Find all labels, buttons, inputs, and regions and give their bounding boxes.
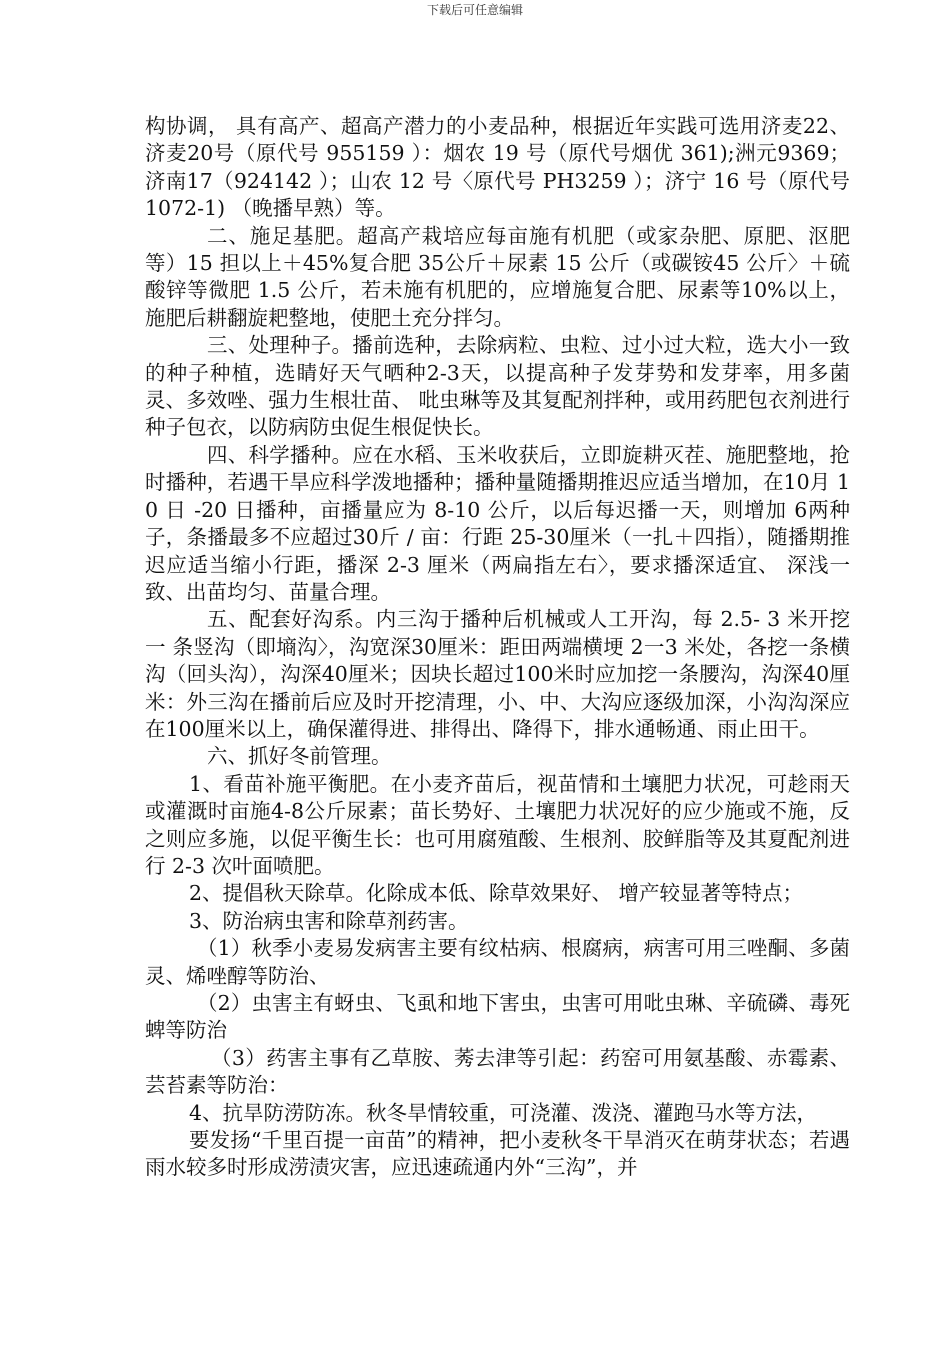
paragraph-ditch-system: 五、配套好沟系。内三沟于播种后机械或人工开沟，每 2.5- 3 米开挖一 条竖沟（即墒沟〉，沟宽深30厘米：距田两端横埂 2一3 米处，各挖一条横 沟（回头沟），沟深40厘米；因块长超过100米时应加挖一条腰沟，沟深40厘米：外三沟在播前后应及时开挖清理，小、中、大沟应逐级加深，小沟沟深应在100厘米以上，确保灌得进、排得出、降得下，排水通畅通、雨止田干。 (145, 607, 850, 741)
document-body (145, 113, 850, 1182)
paragraph-base-fertilizer: 二、施足基肥。超高产栽培应每亩施有机肥（或家杂肥、原肥、沤肥等）15 担以上＋45%复合肥 35公斤＋尿素 15 公斤（或碳铵45 公斤〉＋硫酸锌等微肥 1.5 公斤，若未施有机肥的，应增施复合肥、尿素等10%以上，施肥后耕翻旋耙整地，使肥土充分拌匀。 (145, 223, 850, 330)
paragraph-balanced-fertilizer: 1、看苗补施平衡肥。在小麦齐苗后，视苗情和土壤肥力状况，可趁雨天或灌溉时亩施4-8公斤尿素；苗长势好、土壤肥力状况好的应少施或不施，反之则应多施，以促平衡生长：也可用腐殖酸、生根剂、胶鲜脂等及其夏配剂进行 2-3 次叶面喷肥。 (145, 771, 850, 878)
heading-winter-management: 六、抓好冬前管理。 (207, 744, 392, 769)
page-header: 下载后可任意编辑 (426, 3, 523, 17)
paragraph-pest-control: 3、防治病虫害和除草剂药害。 (189, 908, 469, 933)
paragraph-seed-treatment: 三、处理种子。播前选种，去除病粒、虫粒、过小过大粒，选大小一致的种子种植，选睛好天气晒种2-3天，以提高种子发芽势和发芽率，用多菌灵、多效唑、强力生根壮苗、 吡虫琳等及其复配剂拌种，或用药肥包衣剂进行种子包衣，以防病防虫促生根促快长。 (145, 333, 850, 440)
paragraph-weeding: 2、提倡秋天除草。化除成本低、除草效果好、 增产较显著等特点； (189, 881, 804, 906)
paragraph-varieties: 构协调， 具有高产、超高产潜力的小麦品种，根据近年实践可选用济麦22、济麦20号（原代号 955159 ）：烟农 19 号（原代号烟优 361);洲元9369；济南17（924142 ）；山农 12 号〈原代号 PH3259 ）；济宁 16 号（原代号1072-1) （晚播早熟）等。 (145, 114, 850, 221)
paragraph-sowing: 四、科学播种。应在水稻、玉米收获后，立即旋耕灭茬、施肥整地，抢时播种，若遇干旱应科学泼地播种；播种量随播期推迟应适当增加，在10月 10 日 -20 日播种，亩播量应为 8-10 公斤，以后每迟播一天，则增加 6两种子，条播最多不应超过30斤 / 亩：行距 25-30厘米（一扎＋四指），随播期推迟应适当缩小行距，播深 2-3 厘米（两扁指左右〉，要求播深适宜、 深浅一致、出苗均匀、苗量合理。 (145, 442, 850, 604)
paragraph-diseases: （1）秋季小麦易发病害主要有纹枯病、根腐病，病害可用三唑酮、多菌灵、烯唑醇等防治、 (145, 936, 850, 988)
paragraph-drought-flood: 4、抗旱防涝防冻。秋冬旱情较重，可浇灌、泼浇、灌跑马水等方法， (189, 1100, 818, 1125)
paragraph-herbicide-damage: （3）药害主事有乙草胺、莠去津等引起：药窑可用氨基酸、赤霉素、芸苔素等防治： (145, 1045, 850, 1098)
paragraph-spirit: 要发扬“千里百提一亩苗”的精神，把小麦秋冬干旱消灭在萌芽状态；若遇雨水较多时形成涝渍灾害，应迅速疏通内外“三沟”，并 (145, 1128, 850, 1180)
paragraph-pests: （2）虫害主有蚜虫、飞虱和地下害虫，虫害可用吡虫琳、辛硫磷、毒死蜱等防治 (145, 991, 850, 1043)
